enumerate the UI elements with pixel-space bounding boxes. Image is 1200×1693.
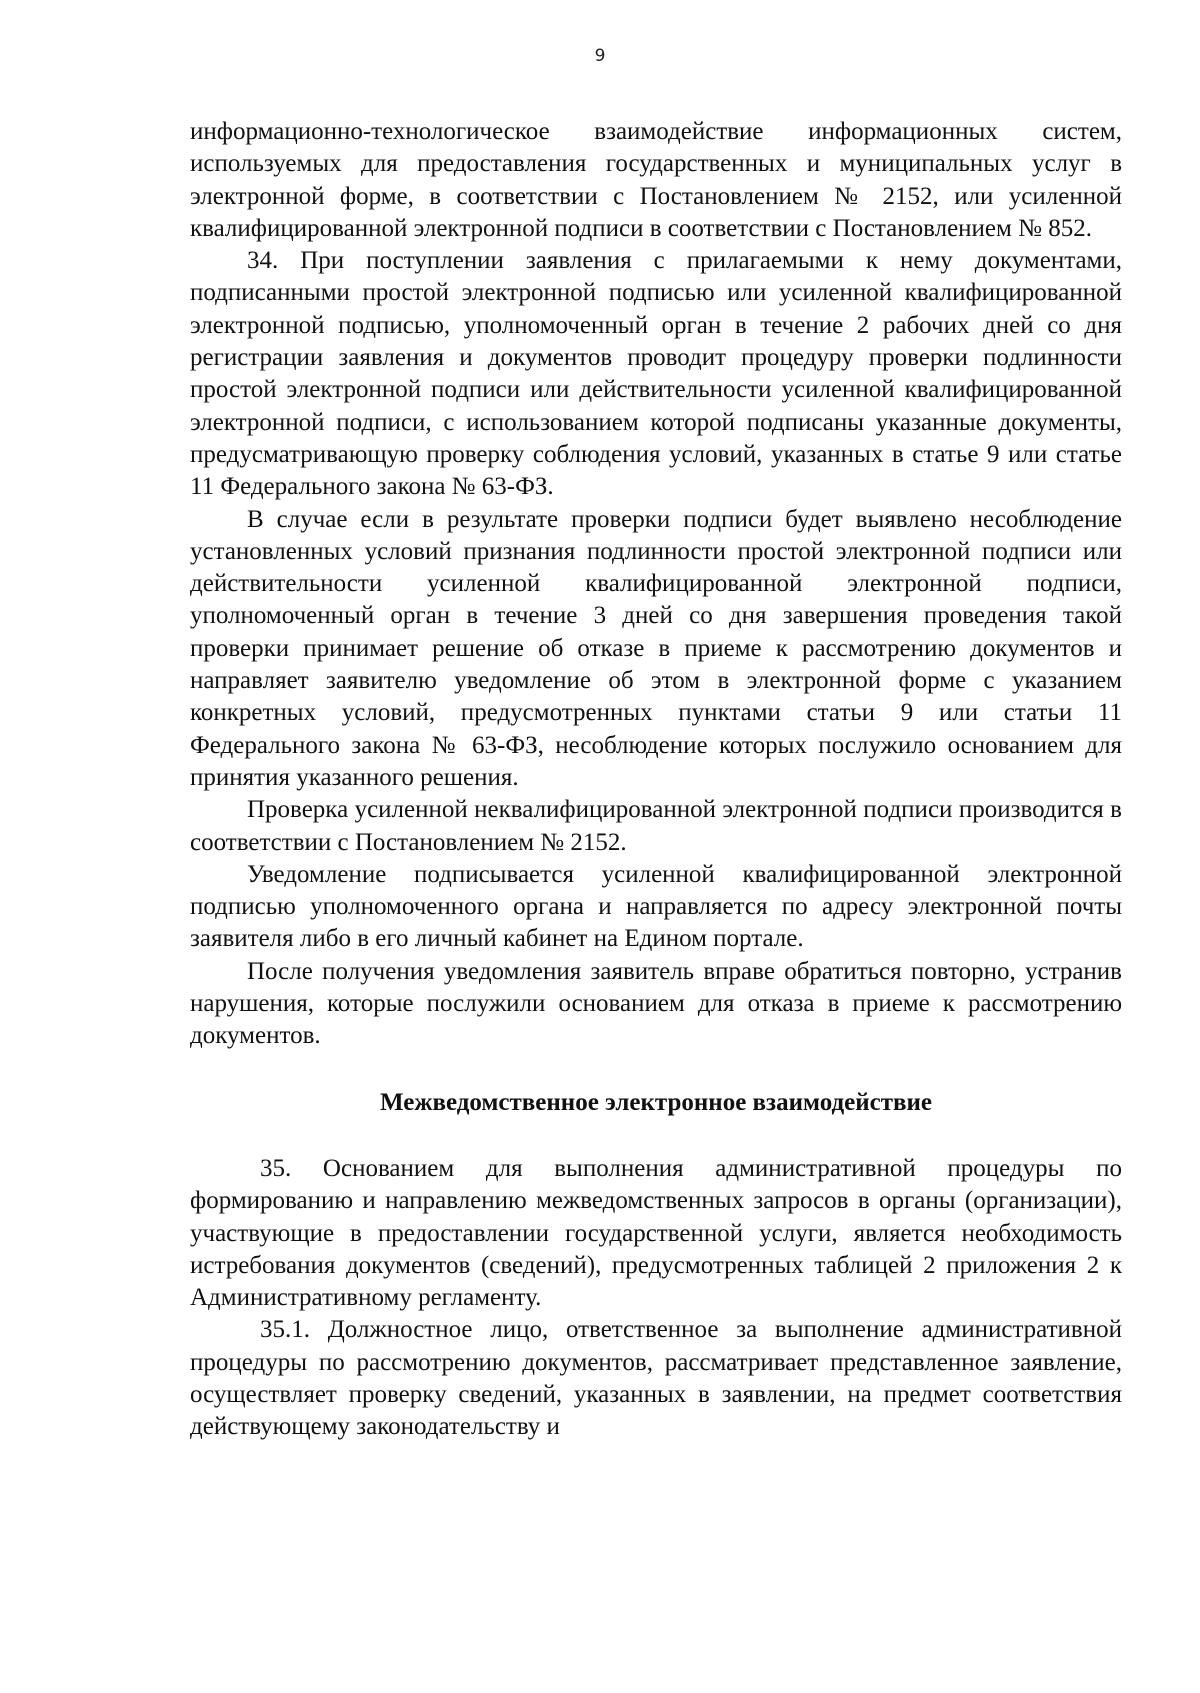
section-heading: Межведомственное электронное взаимодействие bbox=[379, 1088, 933, 1116]
paragraph-35: 35. Основанием для выполнения административной процедуры по формированию и направлению межведомственных запросов в органы (организации), участвующие в предоставлении государственной услуги, является необходимость истребования документов (сведений), предусмотренных таблицей 2 приложения 2 к Административному регламенту. bbox=[190, 1154, 1122, 1312]
paragraph-34: 34. При поступлении заявления с прилагаемыми к нему документами, подписанными простой электронной подписью или усиленной квалифицированной электронной подписью, уполномоченный орган в течение 2 рабочих дней со дня регистрации заявления и документов проводит процедуру проверки подлинности простой электронной подписи или действительности усиленной квалифицированной электронной подписи, с использованием которой подписаны указанные документы, предусматривающую проверку соблюдения условий, указанных в статье 9 или статье 11 Федерального закона № 63-ФЗ. bbox=[190, 247, 1122, 501]
paragraph-continuation: информационно-технологическое взаимодействие информационных систем, используемых для предоставления государственных и муниципальных услуг в электронной форме, в соответствии с Постановлением № 2152, или усиленной квалифицированной электронной подписи в соответствии с Постановлением № 852. bbox=[190, 118, 1122, 242]
paragraph-34-resubmission: После получения уведомления заявитель вправе обратиться повторно, устранив нарушения, которые послужили основанием для отказа в приеме к рассмотрению документов. bbox=[190, 957, 1122, 1050]
document-body bbox=[190, 116, 1122, 1444]
paragraph-35-1: 35.1. Должностное лицо, ответственное за выполнение административной процедуры по рассмотрению документов, рассматривает представленное заявление, осуществляет проверку сведений, указанных в заявлении, на предмет соответствия действующему законодательству и bbox=[190, 1316, 1122, 1441]
paragraph-34-refusal: В случае если в результате проверки подписи будет выявлено несоблюдение установленных условий признания подлинности простой электронной подписи или действительности усиленной квалифицированной электронной подписи, уполномоченный орган в течение 3 дней со дня завершения проведения такой проверки принимает решение об отказе в приеме к рассмотрению документов и направляет заявителю уведомление об этом в электронной форме с указанием конкретных условий, предусмотренных пунктами статьи 9 или статьи 11 Федерального закона № 63-ФЗ, несоблюдение которых послужило основанием для принятия указанного решения. bbox=[190, 505, 1122, 791]
paragraph-34-notification: Уведомление подписывается усиленной квалифицированной электронной подписью уполномоченного органа и направляется по адресу электронной почты заявителя либо в его личный кабинет на Едином портале. bbox=[190, 860, 1122, 953]
page-number: 9 bbox=[594, 46, 606, 66]
paragraph-34-unqualified-check: Проверка усиленной неквалифицированной электронной подписи производится в соответствии с Постановлением № 2152. bbox=[190, 796, 1122, 856]
